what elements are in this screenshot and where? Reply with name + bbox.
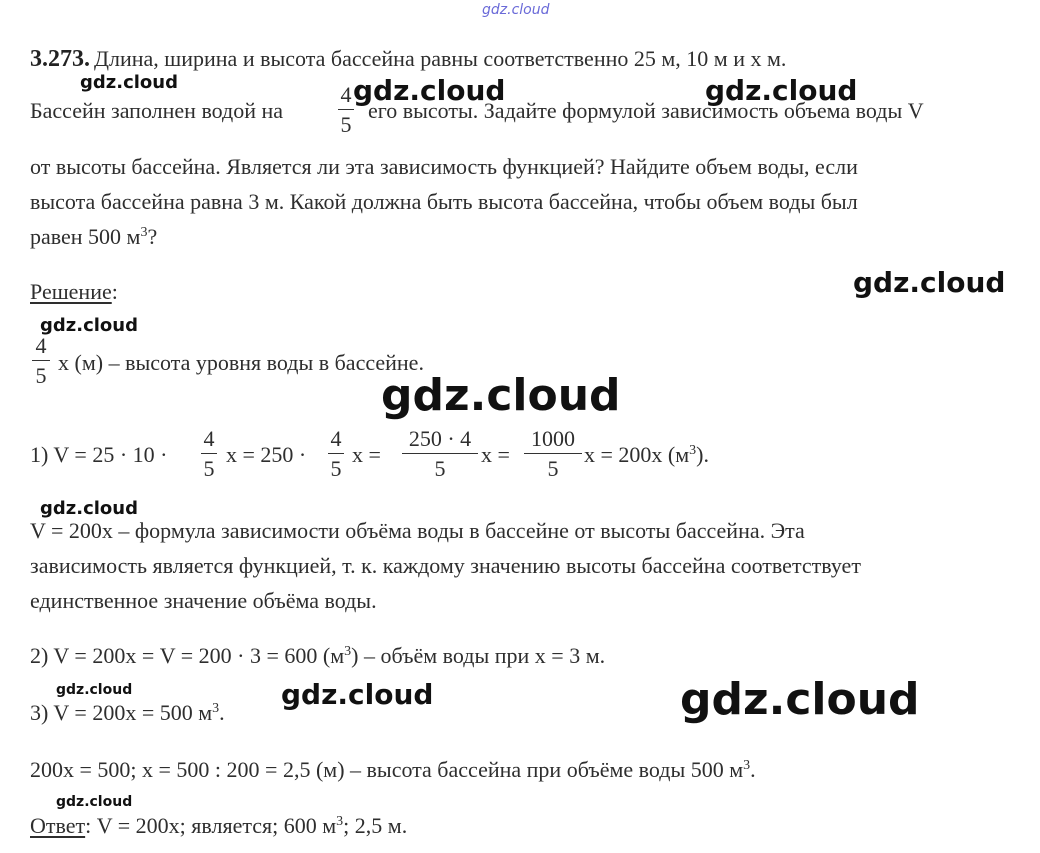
explanation-line-3: единственное значение объёма воды. <box>30 588 377 613</box>
step1-part-e: х = 200х $(м^3)$. <box>584 442 709 467</box>
water-level-fraction: 4 5 <box>32 335 50 387</box>
step3-solution: 200х = 500; х = 500 : 200 = 2,5 (м) – высота бассейна при объёме воды 500 $м^3$. <box>30 757 756 782</box>
problem-fraction <box>338 84 354 136</box>
watermark-4: gdz.cloud <box>853 266 1006 299</box>
step1-fraction-4: 1000 5 <box>524 428 582 480</box>
step2: 2) V = 200х = V = 200 · 3 = 600 $(м^3)$ – объём воды при х = 3 м. <box>30 643 606 668</box>
problem-text-4: высота бассейна равна 3 м. Какой должна быть высота бассейна, чтобы объем воды был <box>30 189 858 214</box>
answer: Ответ: V = 200х; является; 600 $м^3$; 2,5 м. <box>30 813 408 838</box>
fraction-numerator: 4 <box>340 82 352 107</box>
watermark-top: gdz.cloud <box>482 2 550 18</box>
watermark-8: gdz.cloud <box>56 682 133 698</box>
step1-part-d: х = <box>481 442 510 467</box>
problem-text-2b: его высоты. Задайте формулой зависимость объема воды V <box>368 98 924 123</box>
step1-fraction-2: 4 5 <box>328 428 344 480</box>
explanation-line-1: V = 200х – формула зависимости объёма воды в бассейне от высоты бассейна. Эта <box>30 518 805 543</box>
fraction-bar <box>338 109 354 110</box>
watermark-6: gdz.cloud <box>381 370 621 421</box>
step1-fraction-3: 250 · 4 5 <box>402 428 478 480</box>
watermark-11: gdz.cloud <box>56 794 133 810</box>
step1-part-c: х = <box>352 442 381 467</box>
problem-text-3: от высоты бассейна. Является ли эта зависимость функцией? Найдите объем воды, если <box>30 154 858 179</box>
watermark-2: gdz.cloud <box>353 74 506 107</box>
explanation-line-2: зависимость является функцией, т. к. каждому значению высоты бассейна соответствует <box>30 553 861 578</box>
fraction-denominator: 5 <box>340 112 352 137</box>
problem-text-2a: Бассейн заполнен водой на <box>30 98 284 123</box>
step1-fraction-1: 4 5 <box>201 428 217 480</box>
problem-line-1 <box>30 46 786 73</box>
watermark-9: gdz.cloud <box>281 678 434 711</box>
solution-heading: Решение: <box>30 279 118 304</box>
watermark-10: gdz.cloud <box>680 674 920 725</box>
step1-part-a: 1) V = 25 · 10 · <box>30 442 168 467</box>
problem-text-5: равен 500 $м^3$? <box>30 224 158 249</box>
step1-part-b: х = 250 · <box>226 442 307 467</box>
watermark-5: gdz.cloud <box>40 315 138 336</box>
problem-number: 3.273. <box>30 46 90 72</box>
watermark-7: gdz.cloud <box>40 498 138 519</box>
watermark-3: gdz.cloud <box>705 74 858 107</box>
watermark-1: gdz.cloud <box>80 72 178 93</box>
problem-text-1: Длина, ширина и высота бассейна равны соответственно 25 м, 10 м и х м. <box>94 46 787 71</box>
water-level-text: х (м) – высота уровня воды в бассейне. <box>58 350 424 375</box>
step3: 3) V = 200х = 500 $м^3$. <box>30 700 225 725</box>
